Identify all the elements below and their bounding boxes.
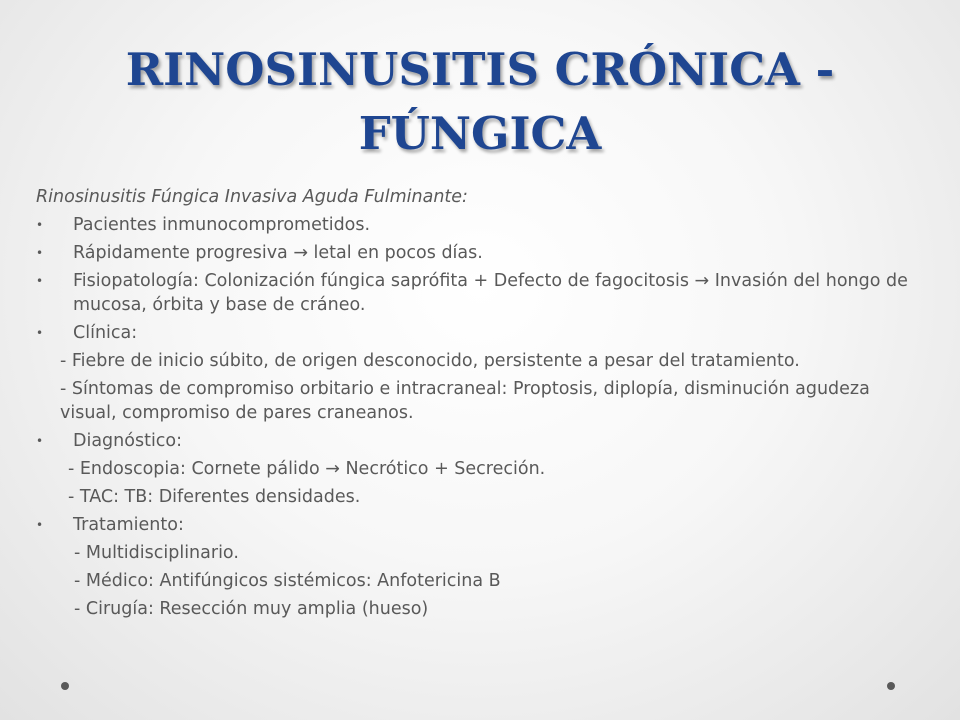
decorative-dot-right	[887, 682, 895, 690]
bullet-item	[36, 213, 916, 237]
section-heading: Rinosinusitis Fúngica Invasiva Aguda Fulminante:	[36, 187, 468, 207]
bullet-text: Clínica:	[73, 323, 138, 343]
sub-item: - TAC: TB: Diferentes densidades.	[68, 487, 361, 507]
bullet-marker: •	[36, 326, 44, 340]
sub-item: - Endoscopia: Cornete pálido → Necrótico + Secreción.	[68, 459, 546, 479]
sub-item: - Síntomas de compromiso orbitario e intracraneal: Proptosis, diplopía, disminución agudeza visual, compromiso de pares craneanos.	[60, 379, 870, 423]
bullet-item	[36, 429, 916, 453]
sub-item: - Fiebre de inicio súbito, de origen desconocido, persistente a pesar del tratamiento.	[60, 351, 800, 371]
slide-body	[36, 185, 916, 625]
bullet-text: Fisiopatología: Colonización fúngica saprófita + Defecto de fagocitosis → Invasión del hongo de mucosa, órbita y base de cráneo.	[73, 271, 908, 315]
bullet-marker: •	[36, 274, 44, 288]
sub-item: - Multidisciplinario.	[74, 543, 239, 563]
bullet-text: Tratamiento:	[73, 515, 184, 535]
decorative-dot-left	[61, 682, 69, 690]
sub-item: - Médico: Antifúngicos sistémicos: Anfotericina B	[74, 571, 501, 591]
bullet-text: Diagnóstico:	[73, 431, 183, 451]
bullet-item	[36, 241, 916, 265]
bullet-marker: •	[36, 218, 44, 232]
bullet-marker: •	[36, 518, 44, 532]
bullet-item	[36, 513, 916, 537]
bullet-item	[36, 321, 916, 345]
bullet-item	[36, 269, 916, 317]
bullet-text: Pacientes inmunocomprometidos.	[73, 215, 371, 235]
bullet-text: Rápidamente progresiva → letal en pocos días.	[73, 243, 483, 263]
bullet-marker: •	[36, 246, 44, 260]
sub-item: - Cirugía: Resección muy amplia (hueso)	[74, 599, 429, 619]
slide-title: RINOSINUSITIS CRÓNICA - FÚNGICA	[125, 43, 835, 160]
bullet-marker: •	[36, 434, 44, 448]
